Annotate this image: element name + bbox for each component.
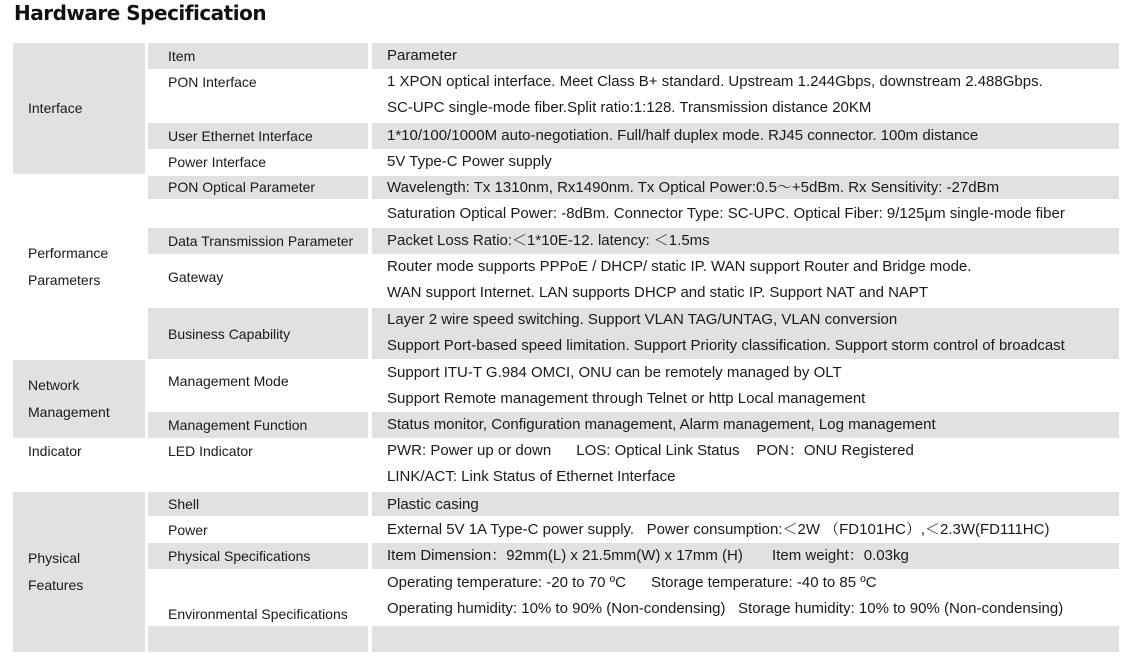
item-pon-optical-cont bbox=[148, 199, 368, 227]
category-physical-features: Physical Features bbox=[13, 492, 145, 652]
item-shell: Shell bbox=[148, 492, 368, 516]
item-management-mode: Management Mode bbox=[168, 372, 289, 389]
header-parameter: Parameter bbox=[372, 43, 1119, 69]
param-environmental: Operating temperature: -20 to 70 ºC Storage temperature: -40 to 85 ºC Operating humidity: 10% to 90% (Non-condensing) Storage humidity: 10% to 90% (Non-condensing) bbox=[387, 574, 1064, 617]
item-power: Power bbox=[168, 522, 208, 538]
param-shell: Plastic casing bbox=[372, 492, 1119, 516]
item-business: Business Capability bbox=[148, 308, 368, 359]
page-title: Hardware Specification bbox=[14, 1, 267, 25]
param-pon-optical-2: Saturation Optical Power: -8dBm. Connector Type: SC-UPC. Optical Fiber: 9/125μm single-mode fiber bbox=[387, 205, 1065, 222]
header-item: Item bbox=[148, 43, 368, 69]
param-gateway: Router mode supports PPPoE / DHCP/ static IP. WAN support Router and Bridge mode. WAN support Internet. LAN supports DHCP and static IP. Support NAT and NAPT bbox=[387, 258, 972, 301]
param-management-mode: Support ITU-T G.984 OMCI, ONU can be remotely managed by OLT Support Remote management through Telnet or http Local management bbox=[387, 364, 866, 407]
param-pon-optical-1: Wavelength: Tx 1310nm, Rx1490nm. Tx Optical Power:0.5～+5dBm. Rx Sensitivity: -27dBm bbox=[372, 176, 1119, 199]
item-data-transmission: Data Transmission Parameter bbox=[148, 228, 368, 254]
category-performance: Performance Parameters bbox=[28, 245, 109, 288]
item-physical-spec: Physical Specifications bbox=[148, 543, 368, 569]
param-pon-interface: 1 XPON optical interface. Meet Class B+ standard. Upstream 1.244Gbps, downstream 2.488Gbps. SC-UPC single-mode fiber.Split ratio:1:128. Transmission distance 20KM bbox=[387, 73, 1043, 116]
item-led: LED Indicator bbox=[168, 443, 253, 459]
item-power-interface: Power Interface bbox=[168, 154, 267, 170]
item-pon-optical: PON Optical Parameter bbox=[148, 176, 368, 199]
param-led: PWR: Power up or down LOS: Optical Link Status PON：ONU Registered LINK/ACT: Link Status of Ethernet Interface bbox=[387, 442, 914, 485]
item-user-ethernet: User Ethernet Interface bbox=[148, 123, 368, 149]
category-indicator: Indicator bbox=[28, 443, 82, 459]
item-gateway: Gateway bbox=[168, 269, 224, 285]
param-power: External 5V 1A Type-C power supply. Power consumption:＜2W （FD101HC）,＜2.3W(FD111HC) bbox=[387, 521, 1050, 538]
item-environmental: Environmental Specifications bbox=[168, 606, 348, 622]
param-empty bbox=[372, 626, 1119, 652]
param-data-transmission: Packet Loss Ratio:＜1*10E-12. latency: ＜1.5ms bbox=[372, 228, 1119, 254]
category-network-management: Network Management bbox=[13, 360, 145, 438]
param-business: Layer 2 wire speed switching. Support VLAN TAG/UNTAG, VLAN conversion Support Port-based speed limitation. Support Priority classification. Support storm control of broadcast bbox=[372, 308, 1119, 359]
category-interface: Interface bbox=[13, 43, 145, 174]
item-management-function: Management Function bbox=[148, 412, 368, 438]
param-user-ethernet: 1*10/100/1000M auto-negotiation. Full/half duplex mode. RJ45 connector. 100m distance bbox=[372, 123, 1119, 149]
param-physical-spec: Item Dimension：92mm(L) x 21.5mm(W) x 17mm (H) Item weight：0.03kg bbox=[372, 543, 1119, 569]
param-management-function: Status monitor, Configuration management, Alarm management, Log management bbox=[372, 412, 1119, 438]
item-empty bbox=[148, 626, 368, 652]
param-power-interface: 5V Type-C Power supply bbox=[387, 153, 552, 170]
item-pon-interface: PON Interface bbox=[168, 74, 257, 90]
